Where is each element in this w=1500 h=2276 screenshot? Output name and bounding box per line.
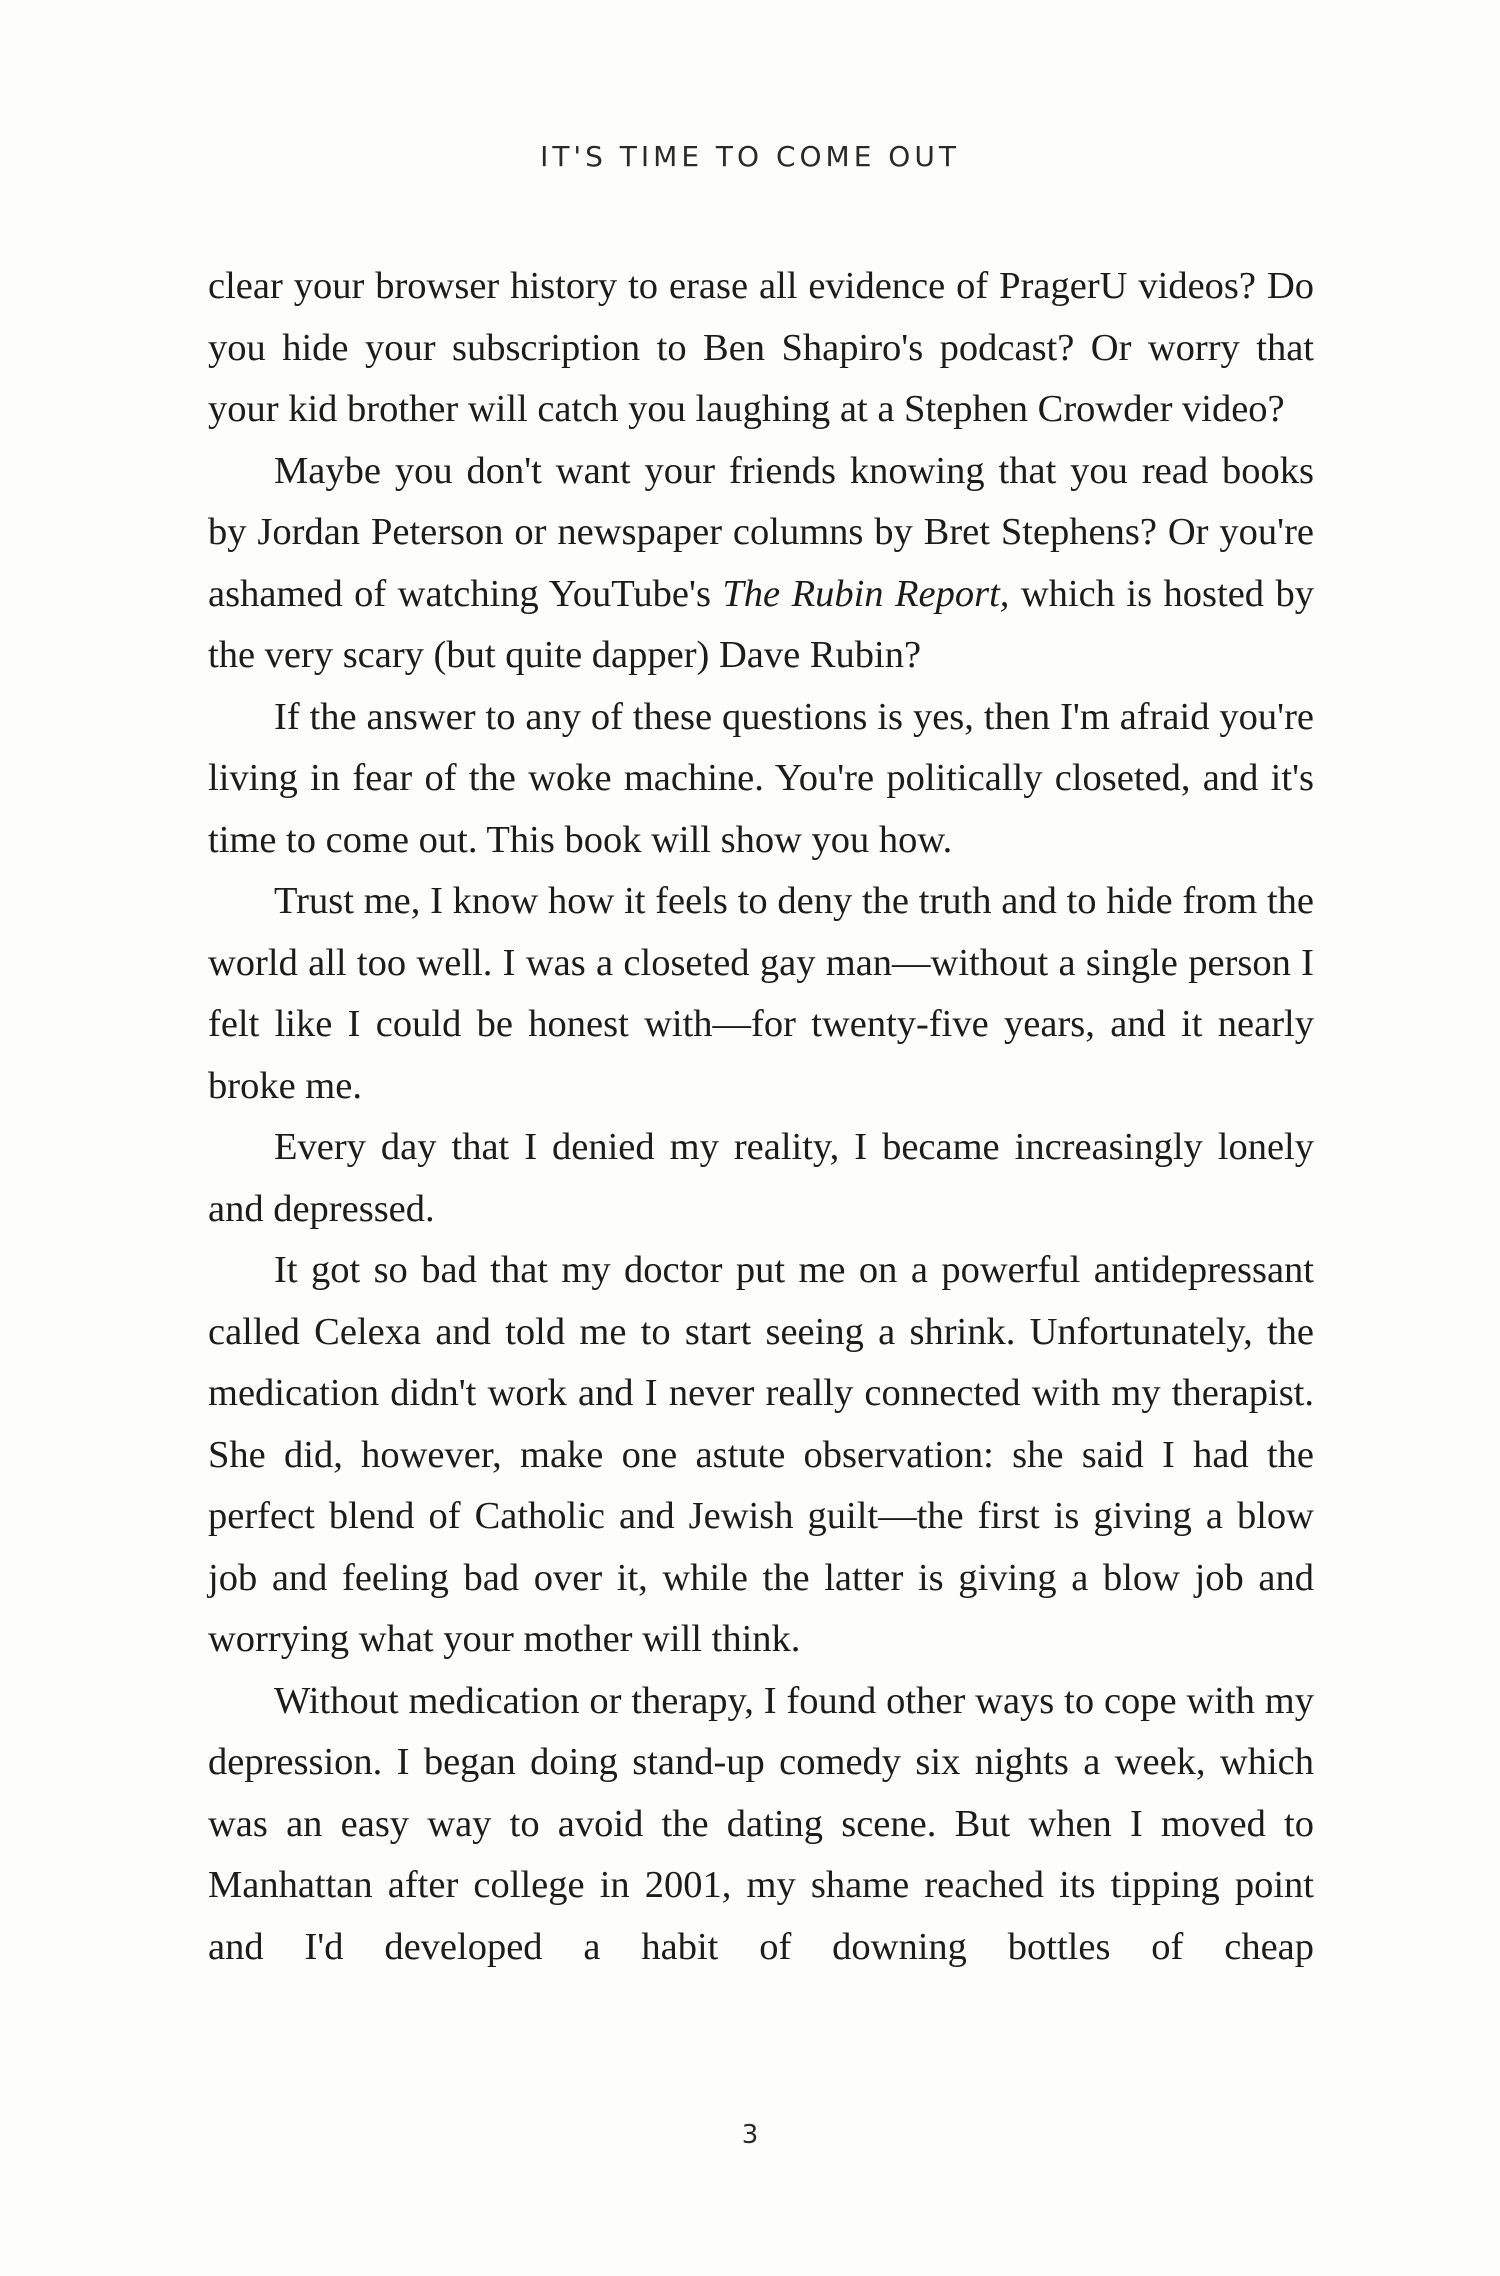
paragraph-1: clear your browser history to erase all evidence of PragerU videos? Do you hide your subscription to Ben Shapiro's podcast? Or worry that your kid brother will catch you laughing at a Stephen Crowder video? [208,265,1314,430]
paragraph-6: It got so bad that my doctor put me on a powerful antidepressant called Celexa and told me to start seeing a shrink. Unfortunately, the medication didn't work and I never really connected with my therapist. She did, however, make one astute observation: she said I had the perfect blend of Catholic and Jewish guilt—the first is giving a blow job and feeling bad over it, while the latter is giving a blow job and worrying what your mother will think. [208,1249,1314,1660]
body-text [208,256,1314,1978]
show-title: The Rubin Report, [722,572,1010,615]
paragraph-7: Without medication or therapy, I found other ways to cope with my depression. I began doing stand-up comedy six nights a week, which was an easy way to avoid the dating scene. But when I moved to Manhattan after college in 2001, my shame reached its tipping point and I'd developed a habit of downing bottles of cheap [208,1679,1314,1968]
paragraph-3: If the answer to any of these questions is yes, then I'm afraid you're living in fear of the woke machine. You're politically closeted, and it's time to come out. This book will show you how. [208,695,1314,861]
paragraph-4: Trust me, I know how it feels to deny the truth and to hide from the world all too well. I was a closeted gay man—without a single person I felt like I could be honest with—for twenty-five years, and it nearly broke me. [208,880,1314,1107]
paragraph-2-text-end: which is hosted by the very scary (but quite dapper) Dave Rubin? [208,572,1315,676]
running-head: IT'S TIME TO COME OUT [540,140,960,173]
paragraph-2 [208,441,1314,687]
paragraph-2-text: Maybe you don't want your friends knowing that you read books by Jordan Peterson or newspaper columns by Bret Stephens? [208,449,1314,553]
paragraph-5: Every day that I denied my reality, I became increasingly lonely and depressed. [208,1126,1314,1230]
paragraph-2-text-cont: Or you're ashamed of watching YouTube's [208,511,1314,615]
page-number: 3 [741,2120,759,2150]
